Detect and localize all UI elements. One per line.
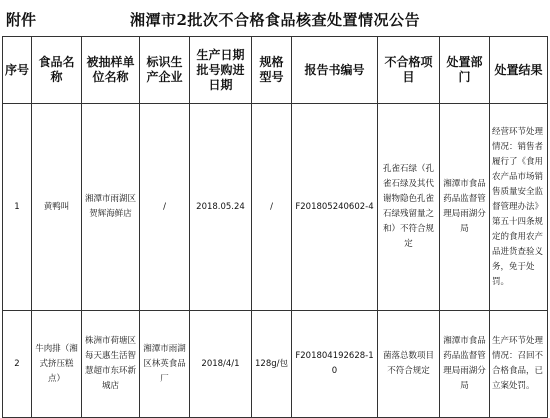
page-title: 湘潭市2批次不合格食品核查处置情况公告 — [130, 11, 420, 29]
inspection-table — [2, 36, 548, 418]
cell-producer: 湘潭市雨湖区林英食品厂 — [140, 311, 190, 418]
col-header-sampled-unit: 被抽样单位名称 — [82, 37, 140, 104]
cell-date: 2018.05.24 — [190, 104, 252, 311]
cell-spec: / — [252, 104, 292, 311]
table-row — [3, 104, 548, 311]
table-header-row — [3, 37, 548, 104]
col-header-dept: 处置部门 — [440, 37, 490, 104]
cell-item: 孔雀石绿（孔雀石绿及其代谢物隐色孔雀石绿残留量之和）不符合规定 — [378, 104, 440, 311]
col-header-spec: 规格型号 — [252, 37, 292, 104]
cell-sampled-unit: 株洲市荷塘区每天惠生活智慧超市东环新城店 — [82, 311, 140, 418]
cell-result: 生产环节处理情况：召回不合格食品，已立案处罚。 — [490, 311, 548, 418]
cell-sampled-unit: 湘潭市雨湖区贺辉海鲜店 — [82, 104, 140, 311]
col-header-food: 食品名称 — [32, 37, 82, 104]
col-header-report-no: 报告书编号 — [292, 37, 378, 104]
cell-result: 经营环节处理情况：销售者履行了《食用农产品市场销售质量安全监督管理办法》第五十四条规定的食用农产品进货查验义务，免于处罚。 — [490, 104, 548, 311]
annex-label: 附件 — [6, 11, 37, 29]
cell-report-no: F201805240602-4 — [292, 104, 378, 311]
col-header-producer: 标识生产企业 — [140, 37, 190, 104]
cell-dept: 湘潭市食品药品监督管理局雨湖分局 — [440, 104, 490, 311]
cell-spec: 128g/包 — [252, 311, 292, 418]
cell-date: 2018/4/1 — [190, 311, 252, 418]
cell-report-no: F201804192628-10 — [292, 311, 378, 418]
col-header-result: 处置结果 — [490, 37, 548, 104]
cell-food: 牛肉排（湘式挤压糕点） — [32, 311, 82, 418]
cell-food: 黄鸭叫 — [32, 104, 82, 311]
cell-producer: / — [140, 104, 190, 311]
col-header-no: 序号 — [3, 37, 32, 104]
col-header-date: 生产日期批号购进日期 — [190, 37, 252, 104]
table-row — [3, 311, 548, 418]
cell-no: 1 — [3, 104, 32, 311]
cell-no: 2 — [3, 311, 32, 418]
cell-dept: 湘潭市食品药品监督管理局雨湖分局 — [440, 311, 490, 418]
col-header-item: 不合格项目 — [378, 37, 440, 104]
cell-item: 菌落总数项目不符合规定 — [378, 311, 440, 418]
